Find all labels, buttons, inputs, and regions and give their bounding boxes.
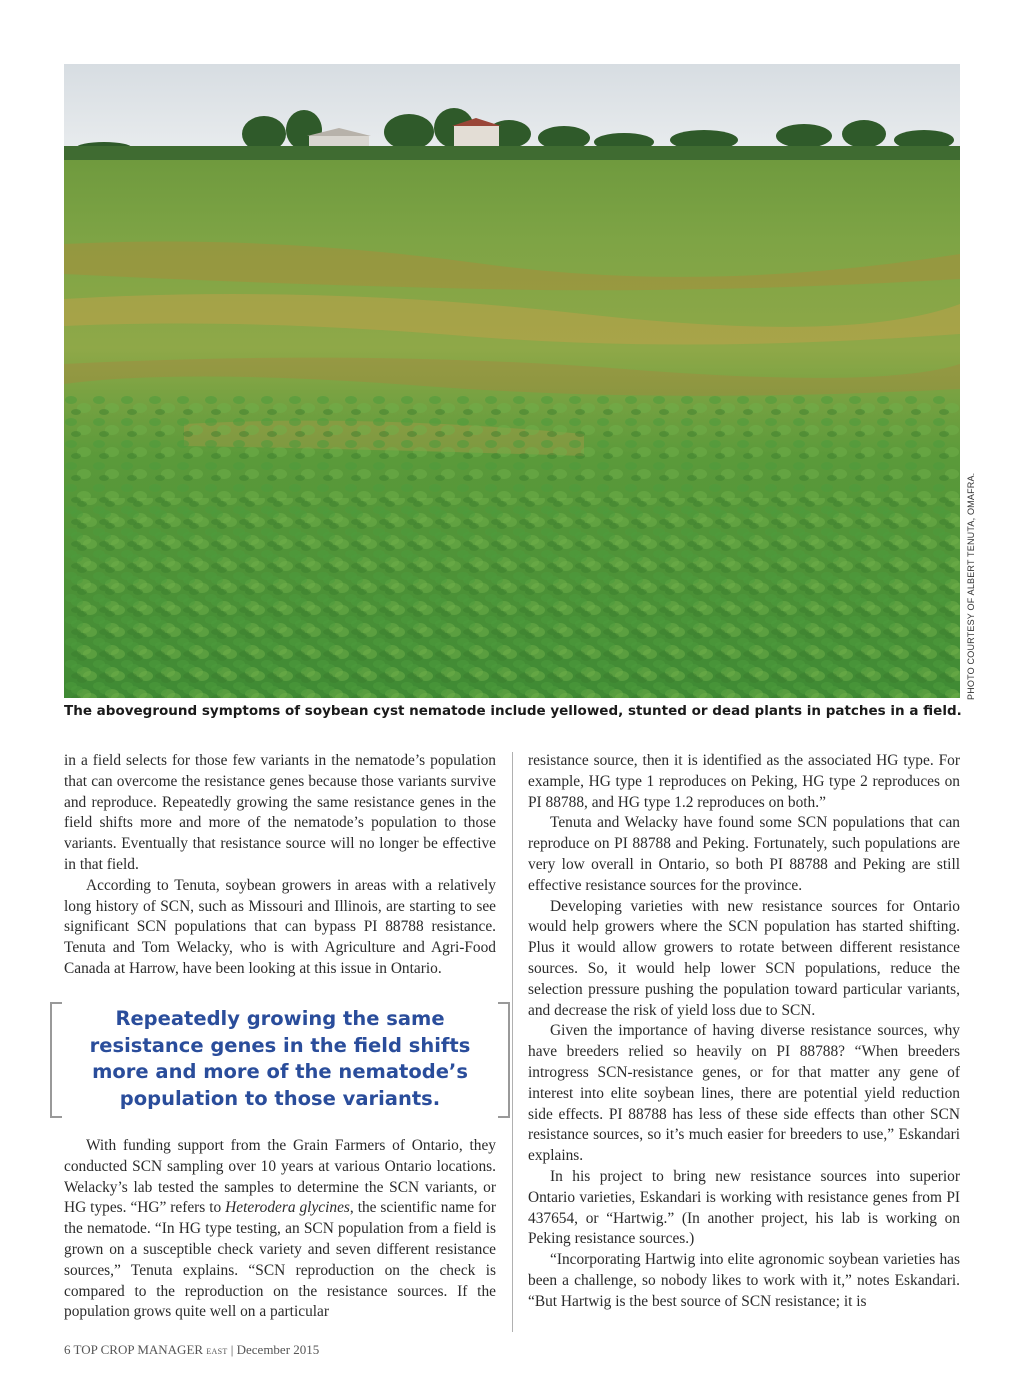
left-bracket [50, 1002, 62, 1118]
paragraph [64, 1136, 496, 1323]
photo-caption: The aboveground symptoms of soybean cyst nematode include yellowed, stunted or dead plants in patches in a field. [64, 703, 962, 719]
edition-label: east [206, 1345, 228, 1357]
photo-credit: PHOTO COURTESY OF ALBERT TENUTA, OMAFRA. [966, 472, 976, 700]
paragraph: In his project to bring new resistance sources into superior Ontario varieties, Eskandari is working with resistance genes from PI 437654, or “Hartwig.” (In another project, his lab is working on Peking resistance sources.) [528, 1167, 960, 1248]
page-number: 6 [64, 1342, 71, 1357]
paragraph: in a field selects for those few variants in the nematode’s population that can overcome the resistance genes because those variants survive and reproduce. Repeatedly growing the same resistance genes in the field shifts more and more of the nematode’s population to those variants. Eventually that resistance source will no longer be effective in that field. [64, 752, 496, 873]
italic-term: Heterodera glycines [225, 1199, 350, 1217]
field-illustration [64, 64, 960, 698]
soybean-field-photo [64, 64, 960, 698]
pull-quote-text: Repeatedly growing the same resistance genes in the field shifts more and more of the nematode’s population to those variants. [89, 1007, 471, 1110]
paragraph: “Incorporating Hartwig into elite agronomic soybean varieties has been a challenge, so nobody likes to work with it,” notes Eskandari. “But Hartwig is the best source of SCN resistance; it is [528, 1251, 960, 1310]
text-run: With funding support from the Grain Farmers of Ontario, they conducted SCN sampling over 10 years at various Ontario locations. Welacky’s lab tested the samples to determine the SCN variants, or HG types. “HG” refers to [64, 1137, 496, 1217]
paragraph: Developing varieties with new resistance sources for Ontario would help growers where the SCN population has started shifting. Plus it would allow growers to rotate between different resistance sources. So, it would help lower SCN populations, reduce the selection pressure pushing the population toward particular variants, and decrease the risk of yield loss due to SCN. [528, 897, 960, 1019]
paragraph: Tenuta and Welacky have found some SCN populations that can reproduce on PI 88788 and Peking. Fortunately, such populations are very low overall in Ontario, so both PI 88788 and Peking are still effective resistance sources for the province. [528, 814, 960, 894]
right-column [528, 751, 960, 1313]
text-run: , the scientific name for the nematode. “In HG type testing, an SCN population from a field is grown on a susceptible check variety and seven different resistance sources,” Tenuta explains. “SCN reproduction on the check is compared to the reproduction on the resistance sources. If the population grows quite well on a particular [64, 1199, 496, 1321]
footer-separator: | [230, 1342, 234, 1357]
paragraph: Given the importance of having diverse resistance sources, why have breeders relied so heavily on PI 88788? “When breeders introgress SCN-resistance genes, or for that matter any gene of interest into elite soybean lines, there are potential yield reduction side effects. PI 88788 has less of these side effects than other SCN resistance sources, so it’s much easier for breeders to use,” Eskandari explains. [528, 1022, 960, 1165]
paragraph: According to Tenuta, soybean growers in areas with a relatively long history of SCN, such as Missouri and Illinois, are starting to see significant SCN populations that can bypass PI 88788 resistance. Tenuta and Tom Welacky, who is with Agriculture and Agri-Food Canada at Harrow, have been looking at this issue in Ontario. [64, 876, 496, 977]
page-footer [64, 1342, 319, 1358]
magazine-name: TOP CROP MANAGER [73, 1342, 204, 1357]
column-divider [512, 752, 513, 1332]
left-column [64, 751, 496, 980]
left-column-lower [64, 1136, 496, 1323]
pull-quote [50, 1002, 510, 1114]
right-bracket [498, 1002, 510, 1118]
paragraph: resistance source, then it is identified as the associated HG type. For example, HG type 1 reproduces on Peking, HG type 2 reproduces on PI 88788, and HG type 1.2 reproduces on both.” [528, 752, 960, 811]
issue-date: December 2015 [236, 1342, 320, 1357]
